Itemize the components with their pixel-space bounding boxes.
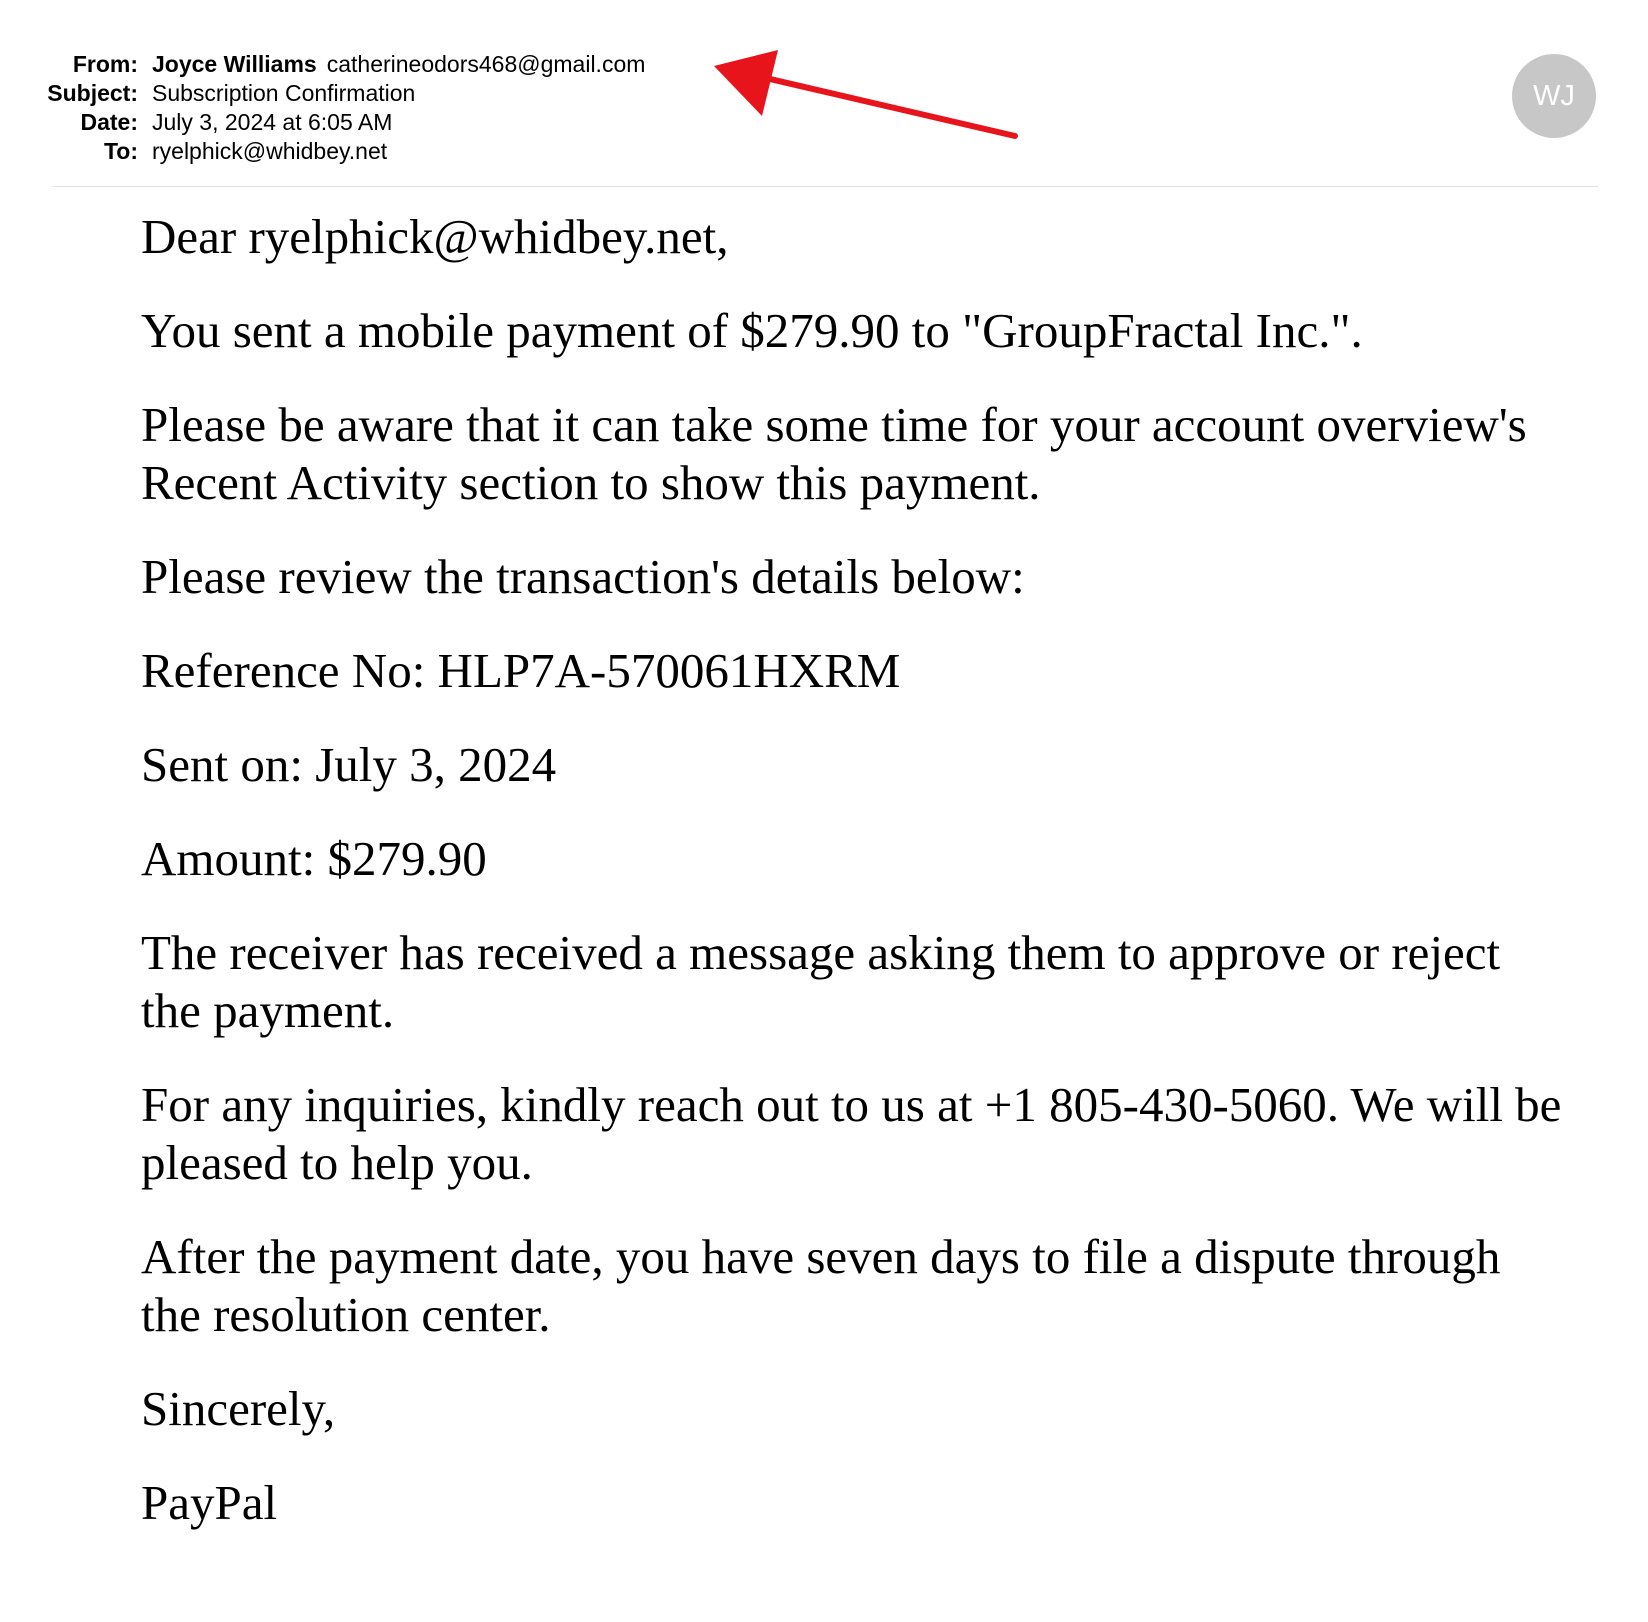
payment-sentence: You sent a mobile payment of $279.90 to "GroupFractal Inc.". — [141, 303, 1363, 358]
to-row — [0, 137, 760, 166]
subject-label: Subject: — [47, 80, 138, 106]
sent-date: Sent on: July 3, 2024 — [141, 737, 557, 792]
subject-value: Subscription Confirmation — [152, 80, 416, 106]
dispute-notice: After the payment date, you have seven days to file a dispute through the resolution center. — [141, 1229, 1501, 1342]
from-label: From: — [72, 51, 138, 77]
greeting: Dear ryelphick@whidbey.net, — [141, 209, 729, 264]
sender-name[interactable]: Joyce Williams — [152, 51, 317, 77]
to-label: To: — [103, 138, 138, 164]
receiver-notice: The receiver has received a message asking them to approve or reject the payment. — [141, 925, 1501, 1038]
from-row — [0, 50, 760, 79]
email-body — [141, 208, 1571, 1568]
date-row — [0, 108, 760, 137]
avatar[interactable]: WJ — [1512, 54, 1596, 138]
amount: Amount: $279.90 — [141, 831, 487, 886]
date-label: Date: — [80, 109, 138, 135]
contact-notice: For any inquiries, kindly reach out to us at +1 805-430-5060. We will be pleased to help you. — [141, 1077, 1562, 1190]
sender-email[interactable]: catherineodors468@gmail.com — [326, 51, 646, 77]
recipient-email[interactable]: ryelphick@whidbey.net — [152, 138, 388, 164]
email-header — [0, 50, 760, 166]
date-value: July 3, 2024 at 6:05 AM — [152, 109, 393, 135]
header-divider — [53, 186, 1598, 187]
signature: PayPal — [141, 1475, 278, 1530]
review-prompt: Please review the transaction's details below: — [141, 549, 1025, 604]
subject-row — [0, 79, 760, 108]
red-arrow-icon — [700, 40, 1030, 150]
activity-notice: Please be aware that it can take some time for your account overview's Recent Activity section to show this payment. — [141, 397, 1527, 510]
reference-number: Reference No: HLP7A-570061HXRM — [141, 643, 901, 698]
closing: Sincerely, — [141, 1381, 336, 1436]
